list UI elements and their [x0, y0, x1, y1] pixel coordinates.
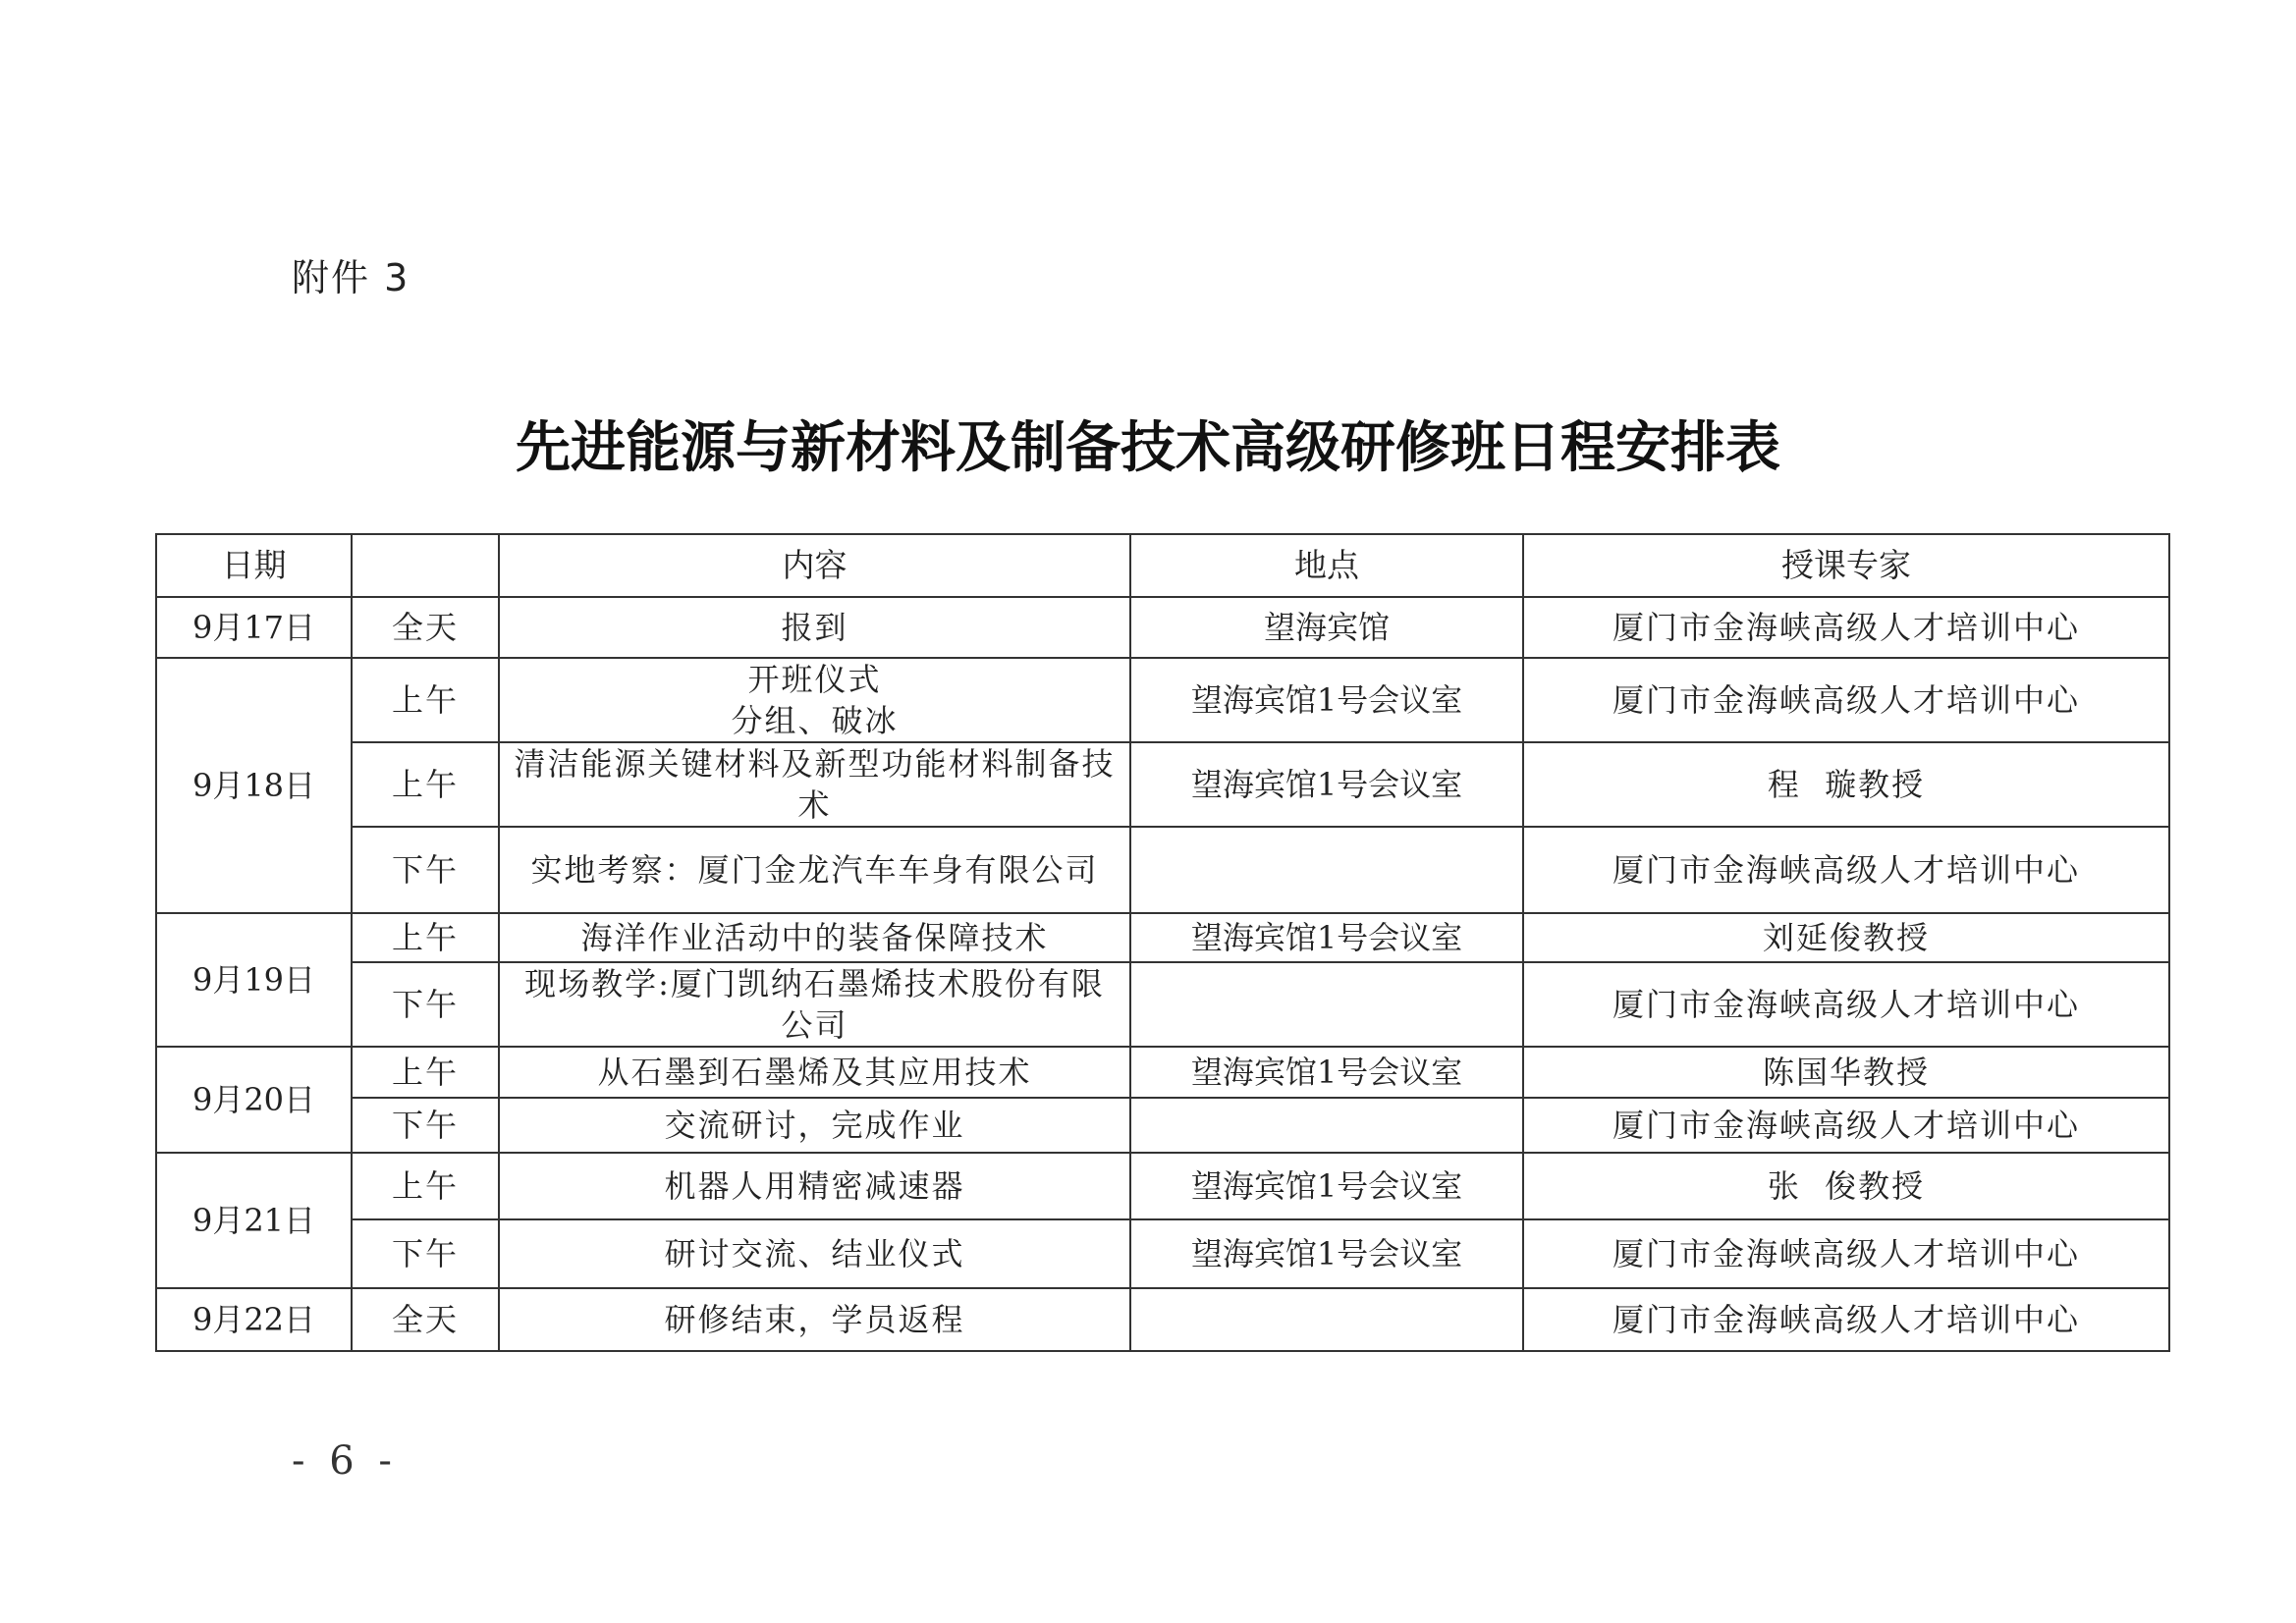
period-cell: 下午: [352, 1219, 499, 1288]
content-cell: 研讨交流、结业仪式: [499, 1219, 1130, 1288]
location-cell: 望海宾馆: [1130, 597, 1523, 658]
content-cell: 研修结束，学员返程: [499, 1288, 1130, 1351]
expert-cell: 张 俊教授: [1523, 1153, 2169, 1219]
expert-cell: 程 璇教授: [1523, 742, 2169, 827]
header-expert: 授课专家: [1523, 534, 2169, 597]
location-cell: [1130, 1288, 1523, 1351]
table-row: [156, 827, 2169, 913]
content-cell: 实地考察：厦门金龙汽车车身有限公司: [499, 827, 1130, 913]
header-row: [156, 534, 2169, 597]
period-cell: 上午: [352, 1047, 499, 1098]
location-cell: 望海宾馆1号会议室: [1130, 742, 1523, 827]
expert-cell: 厦门市金海峡高级人才培训中心: [1523, 597, 2169, 658]
content-cell: 开班仪式 分组、破冰: [499, 658, 1130, 742]
date-cell: 9月17日: [156, 597, 352, 658]
date-cell: 9月20日: [156, 1047, 352, 1153]
period-cell: 下午: [352, 962, 499, 1047]
table-row: [156, 1153, 2169, 1219]
header-location: 地点: [1130, 534, 1523, 597]
table-row: [156, 597, 2169, 658]
expert-cell: 厦门市金海峡高级人才培训中心: [1523, 962, 2169, 1047]
location-cell: 望海宾馆1号会议室: [1130, 913, 1523, 962]
table-row: [156, 913, 2169, 962]
location-cell: [1130, 827, 1523, 913]
content-cell: 交流研讨，完成作业: [499, 1098, 1130, 1153]
attachment-label: 附件 3: [292, 256, 410, 299]
location-cell: [1130, 1098, 1523, 1153]
location-cell: 望海宾馆1号会议室: [1130, 1047, 1523, 1098]
location-cell: 望海宾馆1号会议室: [1130, 658, 1523, 742]
period-cell: 全天: [352, 1288, 499, 1351]
header-content: 内容: [499, 534, 1130, 597]
table-row: [156, 1219, 2169, 1288]
schedule-table: [155, 533, 2170, 1352]
expert-cell: 厦门市金海峡高级人才培训中心: [1523, 827, 2169, 913]
expert-cell: 厦门市金海峡高级人才培训中心: [1523, 1219, 2169, 1288]
date-cell: 9月22日: [156, 1288, 352, 1351]
header-date: 日期: [156, 534, 352, 597]
location-cell: [1130, 962, 1523, 1047]
table-row: [156, 742, 2169, 827]
location-cell: 望海宾馆1号会议室: [1130, 1153, 1523, 1219]
expert-cell: 陈国华教授: [1523, 1047, 2169, 1098]
period-cell: 下午: [352, 827, 499, 913]
content-cell: 报到: [499, 597, 1130, 658]
content-cell: 清洁能源关键材料及新型功能材料制备技术: [499, 742, 1130, 827]
content-cell: 现场教学:厦门凯纳石墨烯技术股份有限公司: [499, 962, 1130, 1047]
expert-cell: 厦门市金海峡高级人才培训中心: [1523, 1288, 2169, 1351]
period-cell: 上午: [352, 913, 499, 962]
table-row: [156, 962, 2169, 1047]
date-cell: 9月21日: [156, 1153, 352, 1288]
period-cell: 下午: [352, 1098, 499, 1153]
period-cell: 上午: [352, 658, 499, 742]
period-cell: 全天: [352, 597, 499, 658]
period-cell: 上午: [352, 1153, 499, 1219]
period-cell: 上午: [352, 742, 499, 827]
table-row: [156, 1098, 2169, 1153]
location-cell: 望海宾馆1号会议室: [1130, 1219, 1523, 1288]
content-cell: 机器人用精密减速器: [499, 1153, 1130, 1219]
expert-cell: 厦门市金海峡高级人才培训中心: [1523, 658, 2169, 742]
table-row: [156, 658, 2169, 742]
document-title: 先进能源与新材料及制备技术高级研修班日程安排表: [516, 415, 1780, 480]
expert-cell: 刘延俊教授: [1523, 913, 2169, 962]
page-number: - 6 -: [292, 1438, 398, 1484]
table-row: [156, 1047, 2169, 1098]
header-period: [352, 534, 499, 597]
date-cell: 9月18日: [156, 658, 352, 913]
content-cell: 海洋作业活动中的装备保障技术: [499, 913, 1130, 962]
expert-cell: 厦门市金海峡高级人才培训中心: [1523, 1098, 2169, 1153]
date-cell: 9月19日: [156, 913, 352, 1047]
table-row: [156, 1288, 2169, 1351]
content-cell: 从石墨到石墨烯及其应用技术: [499, 1047, 1130, 1098]
